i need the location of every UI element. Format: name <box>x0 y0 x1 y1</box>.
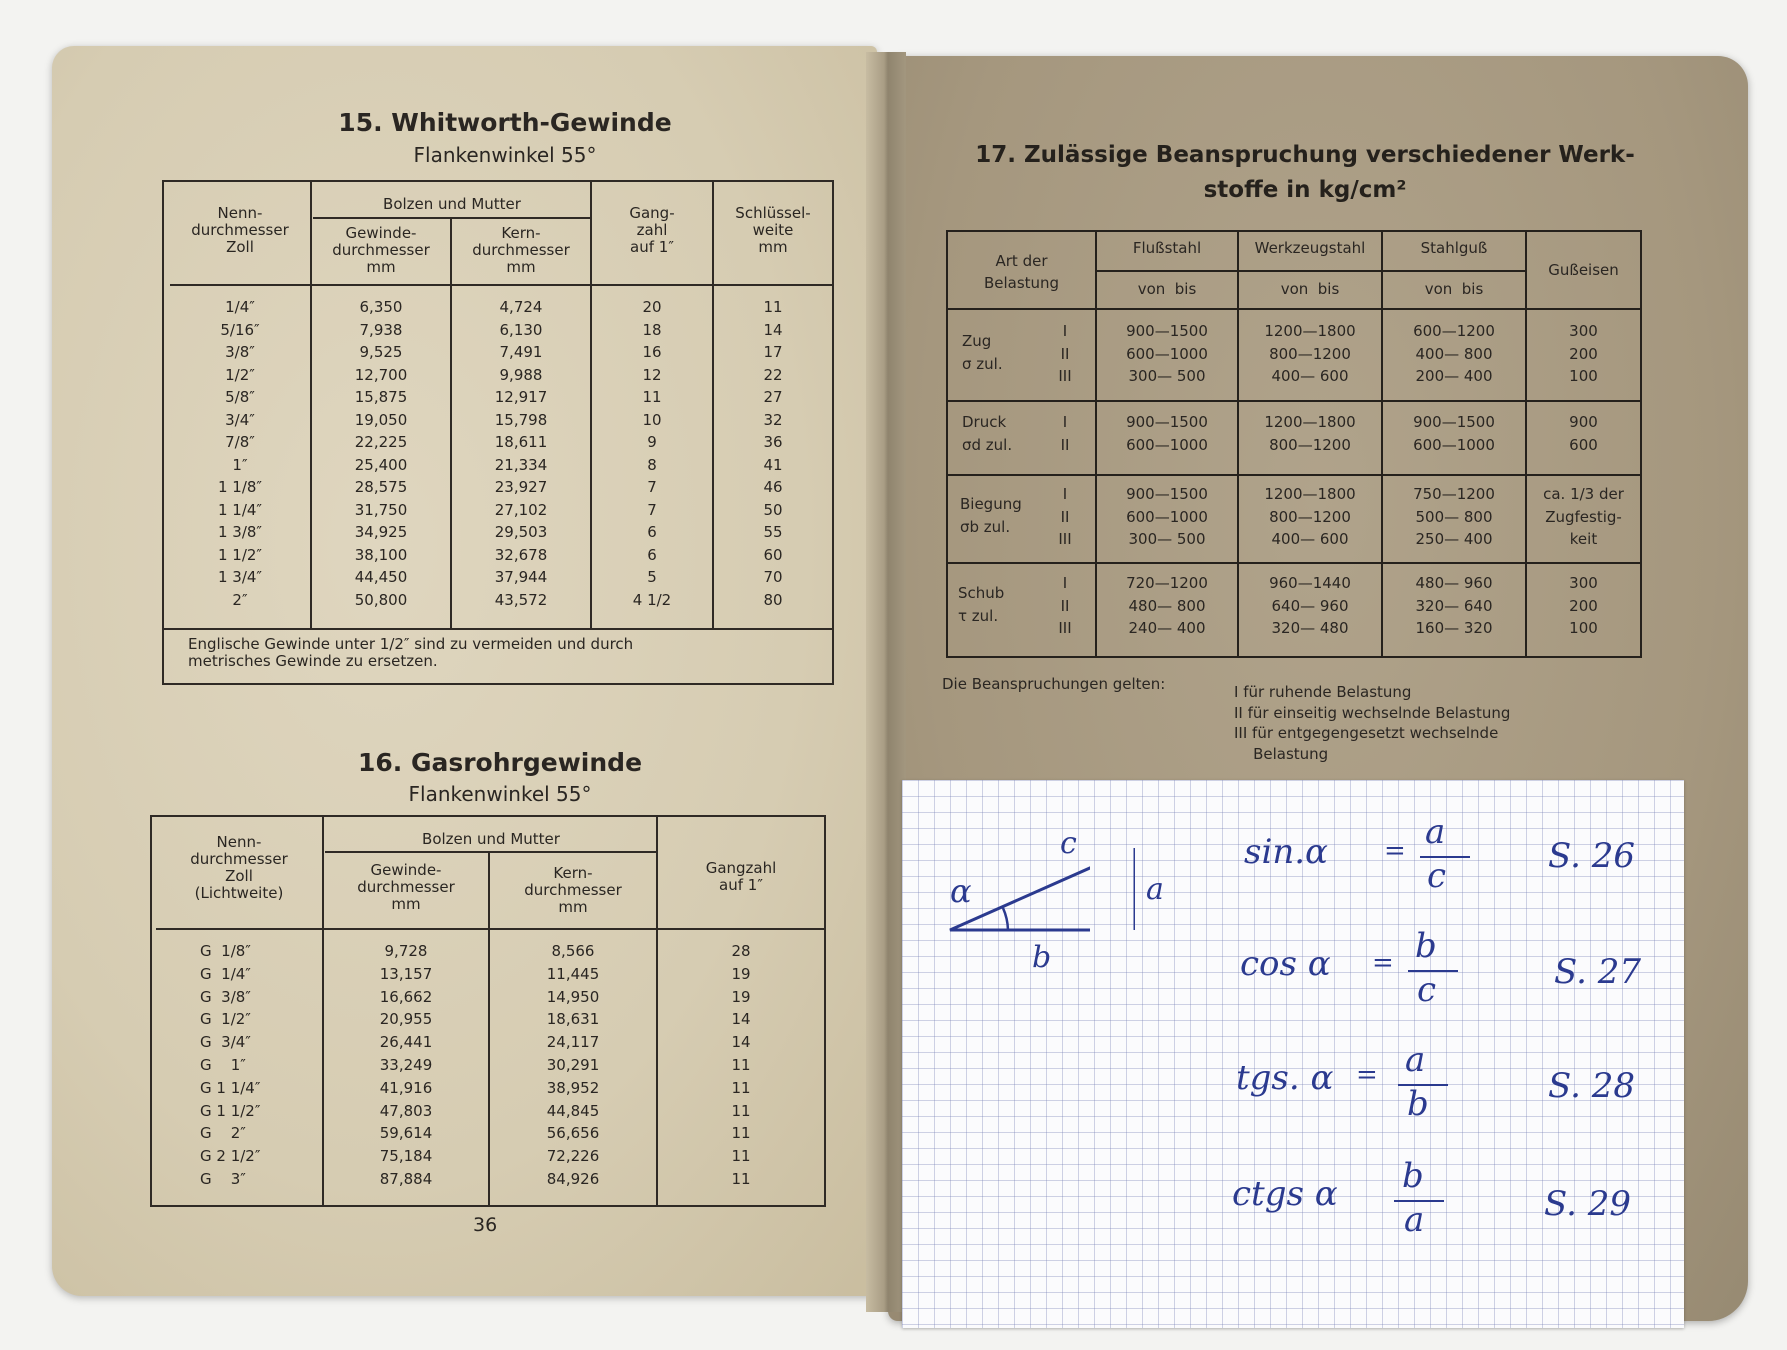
row-werkzeug: 960—1440 640— 960 320— 480 <box>1269 574 1351 637</box>
header-von-bis: von bis <box>1280 280 1340 298</box>
row-fluss: 720—1200 480— 800 240— 400 <box>1126 574 1208 637</box>
tg-label: tgs. α <box>1236 1058 1334 1098</box>
section-15-subtitle: Flankenwinkel 55° <box>413 143 597 167</box>
header-kern: Kern- durchmesser mm <box>524 864 622 916</box>
header-group: Bolzen und Mutter <box>383 195 521 213</box>
row-art: Zug σ zul. <box>962 332 1003 373</box>
row-art: Druck σd zul. <box>962 413 1013 454</box>
col-gang: 28 19 19 14 14 11 11 11 11 11 11 <box>731 942 751 1188</box>
row-stahlguss: 600—1200 400— 800 200— 400 <box>1413 322 1495 385</box>
triangle-right-edge <box>1085 840 1135 940</box>
row-rule <box>948 474 1640 476</box>
header-flussstahl: Flußstahl <box>1132 239 1202 257</box>
header-gewinde: Gewinde- durchmesser mm <box>332 224 430 276</box>
header-schluessel: Schlüssel- weite mm <box>735 204 811 256</box>
row-art: Schub τ zul. <box>958 584 1005 625</box>
col-kern: 8,566 11,445 14,950 18,631 24,117 30,291 38,952 44,845 56,656 72,226 84,926 <box>546 942 600 1188</box>
header-von-bis: von bis <box>1424 280 1484 298</box>
row-roman: I II <box>1060 413 1070 454</box>
stress-note-items: I für ruhende Belastung II für einseitig wechselnde Belastung III für entgegengesetzt wechselnde Belastung <box>1234 683 1511 763</box>
header-gang: Gangzahl auf 1″ <box>705 859 777 894</box>
angle-arc <box>1003 908 1008 930</box>
cos-label: cos α <box>1240 944 1331 984</box>
header-gusseisen: Gußeisen <box>1548 261 1619 279</box>
row-fluss: 900—1500 600—1000 <box>1126 413 1208 454</box>
row-fluss: 900—1500 600—1000 300— 500 <box>1126 322 1208 385</box>
col-kern: 4,724 6,130 7,491 9,988 12,917 15,798 18,611 21,334 23,927 27,102 29,503 32,678 37,944 43,572 <box>494 298 548 609</box>
group-rule <box>1097 270 1527 272</box>
equals-sign: = <box>1372 948 1394 978</box>
col-schluessel: 11 14 17 22 27 32 36 41 46 50 55 60 70 80 <box>763 298 783 609</box>
ctg-numerator: b <box>1402 1156 1424 1196</box>
tg-reference: S. 28 <box>1548 1066 1635 1106</box>
row-fluss: 900—1500 600—1000 300— 500 <box>1126 485 1208 548</box>
book-spine <box>866 52 906 1312</box>
section-15-title: 15. Whitworth-Gewinde <box>338 108 672 137</box>
section-16-title: 16. Gasrohrgewinde <box>357 748 643 777</box>
row-rule <box>948 400 1640 402</box>
whitworth-footnote: Englische Gewinde unter 1/2″ sind zu vermeiden und durch metrisches Gewinde zu ersetzen. <box>188 635 634 670</box>
page-number: 36 <box>473 1214 498 1236</box>
group-rule <box>313 217 591 219</box>
col-nenn: G 1/8″ G 1/4″ G 3/8″ G 1/2″ G 3/4″ G 1″ G 1 1/4″ G 1 1/2″ G 2″ G 2 1/2″ G 3″ <box>200 942 261 1188</box>
triangle-label-a: a <box>1146 872 1164 907</box>
sin-denominator: c <box>1427 856 1447 896</box>
header-rule <box>948 308 1640 310</box>
ctg-reference: S. 29 <box>1544 1184 1631 1224</box>
triangle-label-c: c <box>1060 826 1077 861</box>
row-stahlguss: 900—1500 600—1000 <box>1413 413 1495 454</box>
row-guss: 300 200 100 <box>1569 322 1598 385</box>
header-gang: Gang- zahl auf 1″ <box>629 204 675 256</box>
row-roman: I II III <box>1058 322 1072 385</box>
triangle-label-b: b <box>1032 940 1052 975</box>
header-group: Bolzen und Mutter <box>422 830 560 848</box>
header-von-bis: von bis <box>1137 280 1197 298</box>
tg-denominator: b <box>1407 1084 1429 1124</box>
row-guss: ca. 1/3 der Zugfestig- keit <box>1543 485 1624 548</box>
row-guss: 900 600 <box>1569 413 1598 454</box>
row-werkzeug: 1200—1800 800—1200 400— 600 <box>1264 322 1356 385</box>
header-werkzeugstahl: Werkzeugstahl <box>1254 239 1366 257</box>
header-gewinde: Gewinde- durchmesser mm <box>357 861 455 913</box>
cos-denominator: c <box>1417 970 1437 1010</box>
row-art: Biegung σb zul. <box>960 495 1022 536</box>
group-rule <box>325 851 657 853</box>
header-art: Art der Belastung <box>983 252 1060 292</box>
col-nenn: 1/4″ 5/16″ 3/8″ 1/2″ 5/8″ 3/4″ 7/8″ 1″ 1 1/8″ 1 1/4″ 1 3/8″ 1 1/2″ 1 3/4″ 2″ <box>217 298 263 609</box>
row-roman: I II III <box>1058 485 1072 548</box>
row-stahlguss: 480— 960 320— 640 160— 320 <box>1415 574 1493 637</box>
equals-sign: = <box>1384 836 1406 866</box>
row-werkzeug: 1200—1800 800—1200 <box>1264 413 1356 454</box>
tg-numerator: a <box>1405 1040 1426 1080</box>
row-rule <box>948 562 1640 564</box>
cos-reference: S. 27 <box>1554 952 1641 992</box>
header-stahlguss: Stahlguß <box>1420 239 1488 257</box>
ctg-denominator: a <box>1404 1200 1425 1240</box>
section-17-title: 17. Zulässige Beanspruchung verschiedener Werk- stoffe in kg/cm² <box>975 142 1635 203</box>
header-nenn: Nenn- durchmesser Zoll (Lichtweite) <box>190 833 288 902</box>
col-gewinde: 9,728 13,157 16,662 20,955 26,441 33,249 41,916 47,803 59,614 75,184 87,884 <box>379 942 433 1188</box>
header-kern: Kern- durchmesser mm <box>472 224 570 276</box>
header-nenn: Nenn- durchmesser Zoll <box>191 204 289 256</box>
row-roman: I II III <box>1058 574 1072 637</box>
stress-note-lead: Die Beanspruchungen gelten: <box>942 675 1166 693</box>
section-16-subtitle: Flankenwinkel 55° <box>408 782 592 806</box>
row-guss: 300 200 100 <box>1569 574 1598 637</box>
equals-sign: = <box>1356 1060 1378 1090</box>
row-werkzeug: 1200—1800 800—1200 400— 600 <box>1264 485 1356 548</box>
ctg-label: ctgs α <box>1232 1174 1338 1214</box>
sin-label: sin.α <box>1244 832 1328 872</box>
triangle-label-alpha: α <box>950 872 972 910</box>
sin-numerator: a <box>1425 812 1446 852</box>
row-stahlguss: 750—1200 500— 800 250— 400 <box>1413 485 1495 548</box>
footer-rule <box>164 628 832 630</box>
header-rule <box>170 284 834 286</box>
cos-numerator: b <box>1415 926 1437 966</box>
sin-reference: S. 26 <box>1548 836 1635 876</box>
header-rule <box>156 928 824 930</box>
col-gang: 20 18 16 12 11 10 9 8 7 7 6 6 5 4 1/2 <box>632 298 672 609</box>
col-gewinde: 6,350 7,938 9,525 12,700 15,875 19,050 22,225 25,400 28,575 31,750 34,925 38,100 44,450 50,800 <box>354 298 408 609</box>
